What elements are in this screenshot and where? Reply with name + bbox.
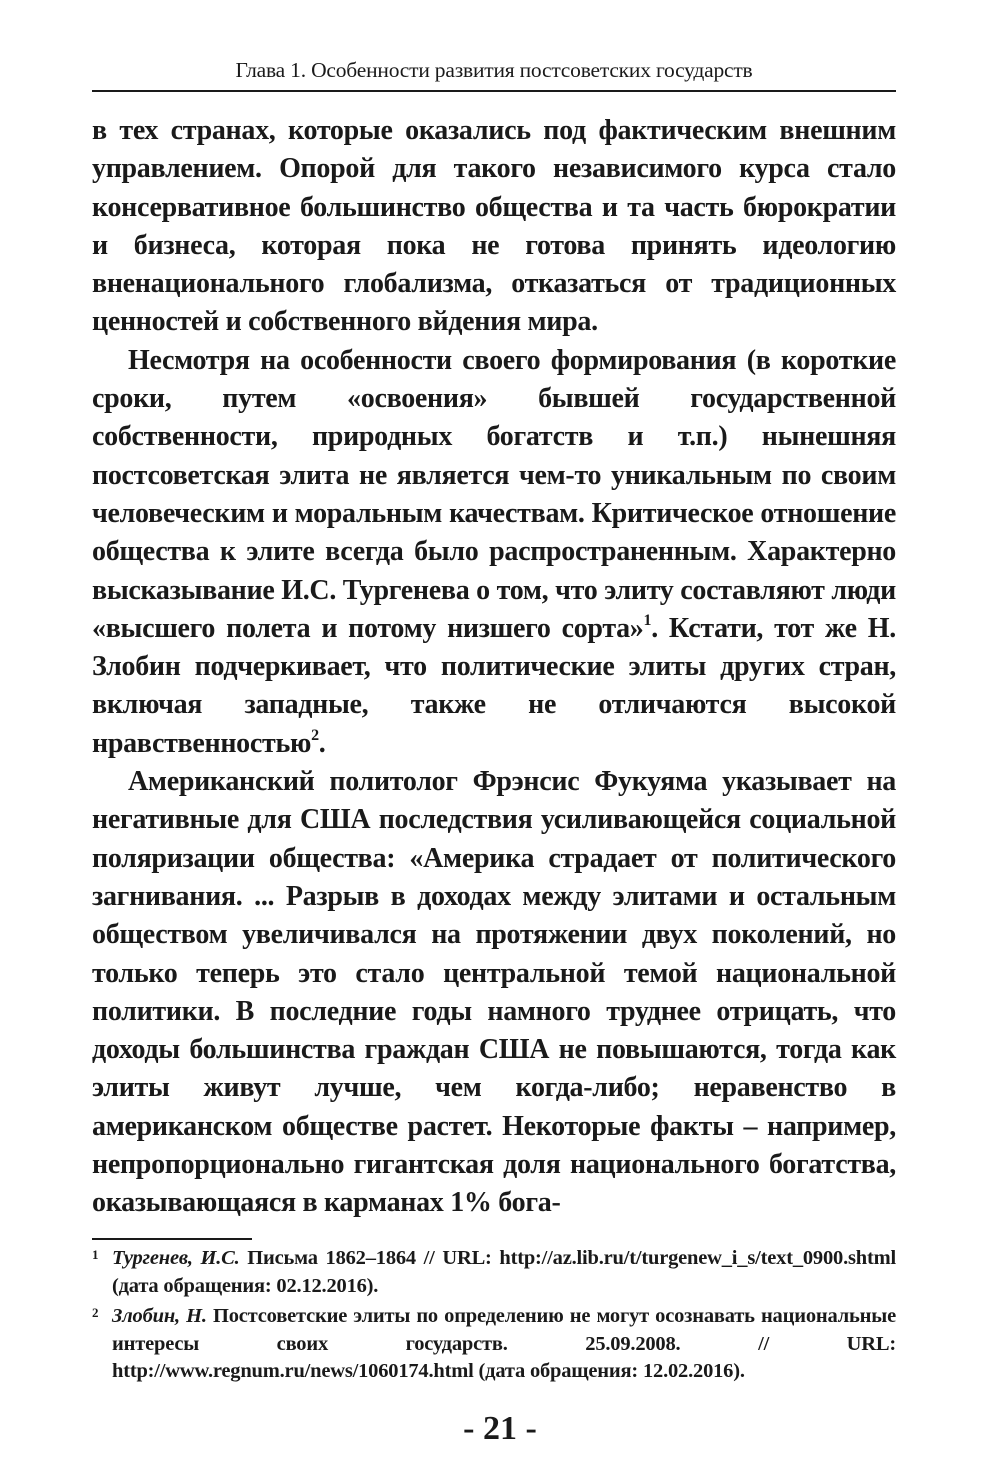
paragraph-2	[92, 342, 896, 763]
footnote-rule	[92, 1238, 252, 1240]
paragraph-3: Американский политолог Фрэнсис Фукуяма указывает на негативные для США последствия усиливающейся социальной поляризации общества: «Америка страдает от политического загнивания. ... Разрыв в доходах между элитами и остальным обществом увеличивался на протяжении двух поколений, но только теперь это стало центральной темой национальной политики. В последние годы намного труднее отрицать, что доходы большинства граждан США не повышаются, тогда как элиты живут лучше, чем когда-либо; неравенство в американском обществе растет. Некоторые факты – например, непропорционально гигантская доля национального богатства, оказывающаяся в карманах 1% бога-	[92, 766, 896, 1219]
footnote-ref-1[interactable]: 1	[643, 611, 652, 629]
footnote-1-text: Письма 1862–1864 // URL: http://az.lib.ru/t/turgenew_i_s/text_0900.shtml (дата обращения: 02.12.2016).	[112, 1247, 896, 1297]
footnote-1-number: 1	[92, 1247, 99, 1262]
footnote-2	[92, 1303, 896, 1386]
paragraph-2-part-b: . Кстати, тот же Н. Злобин подчеркивает, что политические элиты других стран, включая западные, также не отличаются высокой нравственностью	[92, 612, 896, 759]
page-number: - 21 -	[463, 1410, 537, 1447]
header-rule	[92, 90, 896, 92]
footnote-1	[92, 1245, 896, 1300]
footnote-ref-2[interactable]: 2	[311, 726, 319, 744]
running-header: Глава 1. Особенности развития постсоветских государств	[235, 58, 753, 82]
paragraph-2-part-c: .	[318, 727, 326, 759]
paragraph-2-part-a: Несмотря на особенности своего формирования (в короткие сроки, путем «освоения» бывшей государственной собственности, природных богатств и т.п.) нынешняя постсоветская элита не является чем-то уникальным по своим человеческим и моральным качествам. Критическое отношение общества к элите всегда было распространенным. Характерно высказывание И.С. Тургенева о том, что элиту составляют люди «высшего полета и потому низшего сорта»	[92, 344, 896, 644]
footnote-2-text: Постсоветские элиты по определению не могут осознавать национальные интересы своих государств. 25.09.2008. // URL: http://www.regnum.ru/news/1060174.html (дата обращения: 12.02.2016).	[112, 1305, 896, 1382]
footnote-2-number: 2	[92, 1305, 99, 1320]
main-text	[92, 112, 896, 1223]
paragraph-1: в тех странах, которые оказались под фактическим внешним управлением. Опорой для такого независимого курса стало консервативное большинство общества и та часть бюрократии и бизнеса, которая пока не готова принять идеологию вненационального глобализма, отказаться от традиционных ценностей и собственного вйдения мира.	[92, 115, 896, 338]
footnote-1-author: Тургенев, И.С.	[112, 1247, 240, 1269]
footnotes	[92, 1245, 896, 1389]
footnote-2-author: Злобин, Н.	[112, 1305, 207, 1327]
